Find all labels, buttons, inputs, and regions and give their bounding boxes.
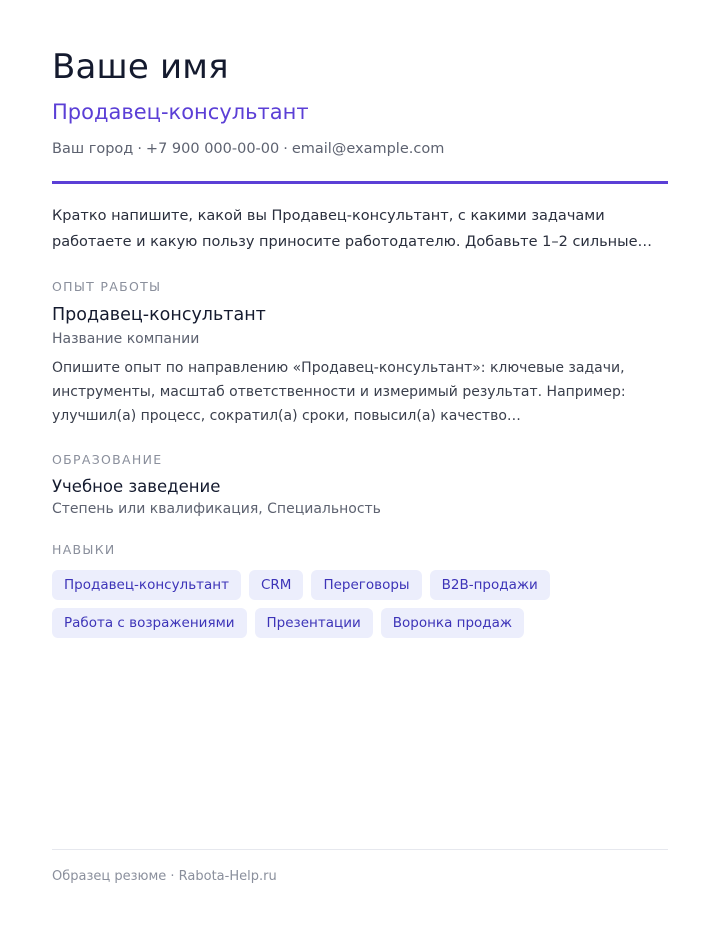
skill-chip: Воронка продаж xyxy=(381,608,524,638)
experience-section-title: ОПЫТ РАБОТЫ xyxy=(52,279,162,294)
skill-chip: Переговоры xyxy=(311,570,421,600)
contact-email: email@example.com xyxy=(291,141,445,157)
contact-city: Ваш город xyxy=(52,141,134,157)
contact-separator: · xyxy=(283,141,288,157)
skill-chip: Презентации xyxy=(255,608,373,638)
skill-chip: Продавец-консультант xyxy=(52,570,241,600)
company-name: Название компании xyxy=(52,331,200,347)
resume-name: Ваше имя xyxy=(52,47,229,87)
job-description: Опишите опыт по направлению «Продавец-консультант»: ключевые задачи, инструменты, масштаб ответственности и измеримый результат. Например: улучшил(а) процесс, сократил(а) сроки, повысил(а) качество… xyxy=(52,360,626,424)
contact-phone: +7 900 000-00-00 xyxy=(145,141,280,157)
education-section-title: ОБРАЗОВАНИЕ xyxy=(52,452,163,467)
skill-chip: Работа с возражениями xyxy=(52,608,247,638)
skill-chip: CRM xyxy=(249,570,303,600)
resume-position: Продавец-консультант xyxy=(52,100,309,124)
summary-text: Кратко напишите, какой вы Продавец-консультант, с какими задачами работаете и какую пользу приносите работодателю. Добавьте 1–2 сильные… xyxy=(52,208,653,250)
footer-text: Образец резюме · Rabota-Help.ru xyxy=(52,869,277,884)
skills-list xyxy=(52,570,672,638)
footer-divider xyxy=(52,849,668,850)
header-divider xyxy=(52,181,668,184)
skills-section-title: НАВЫКИ xyxy=(52,542,116,557)
job-title: Продавец-консультант xyxy=(52,305,266,325)
education-institution: Учебное заведение xyxy=(52,477,221,496)
contact-separator: · xyxy=(137,141,142,157)
skill-chip: B2B-продажи xyxy=(430,570,550,600)
education-degree: Степень или квалификация, Специальность xyxy=(52,501,381,517)
contact-line xyxy=(52,138,444,160)
